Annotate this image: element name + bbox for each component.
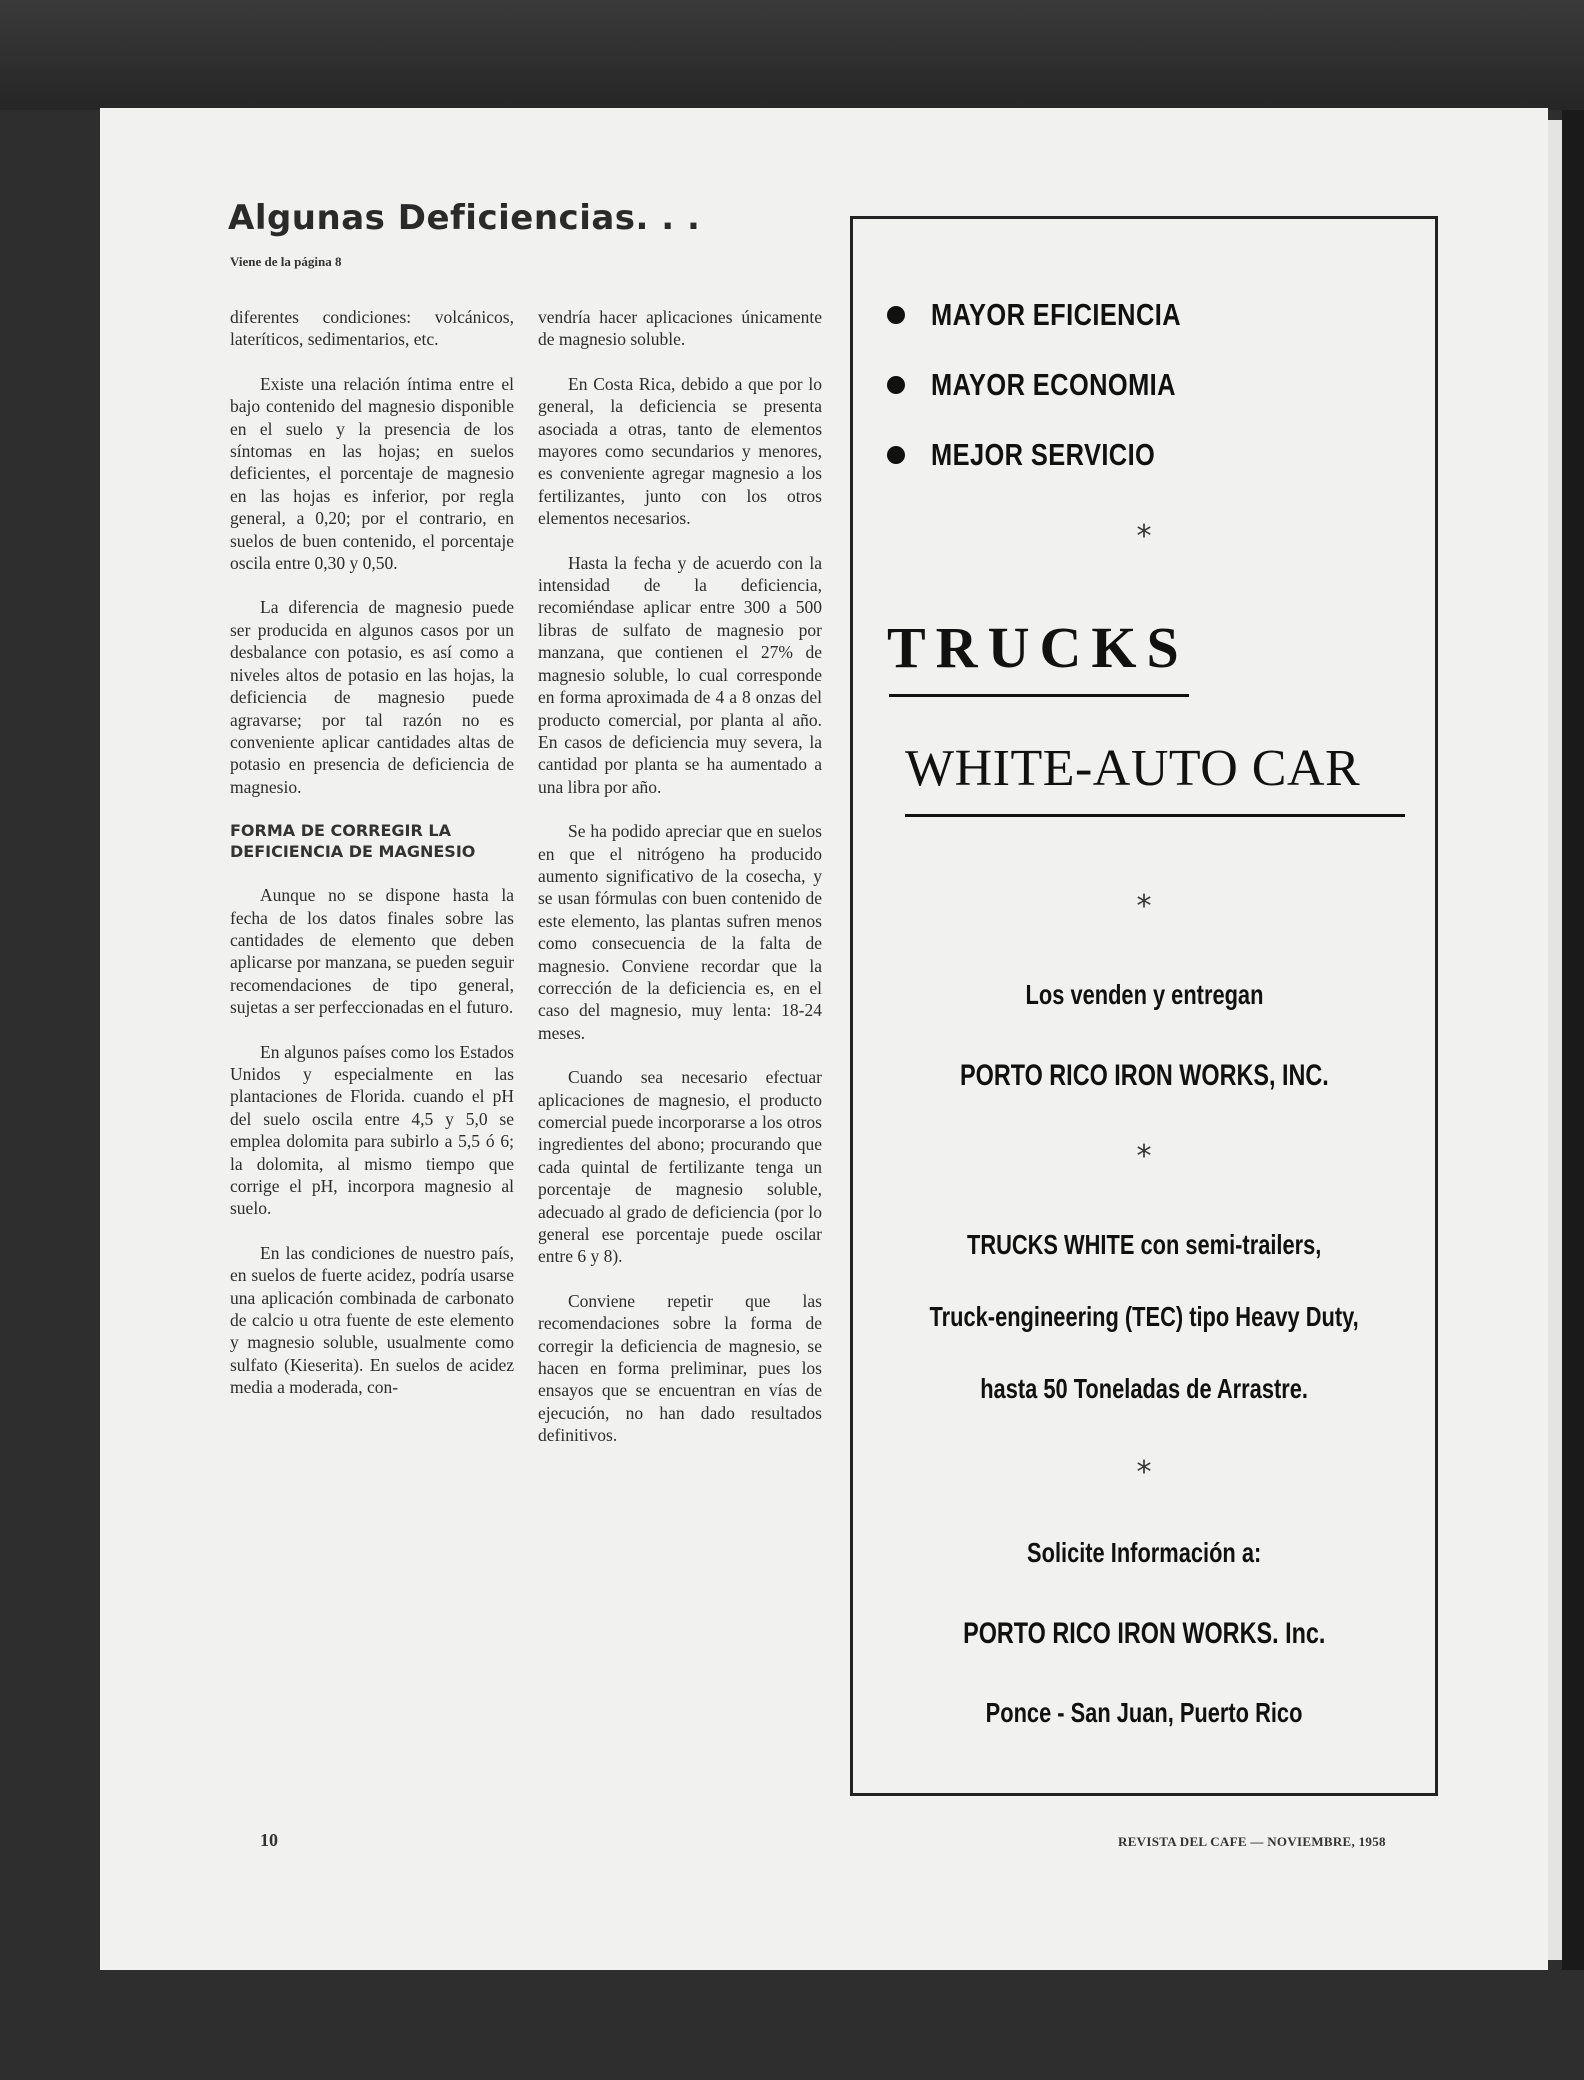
paragraph: La diferencia de magnesio puede ser producida en algunos casos por un desbalance con potasio, es así como a niveles altos de potasio en las hojas, la deficiencia de magnesio puede agravarse; por tal razón no es conveniente aplicar cantidades altas de potasio en presencia de deficiencia de magnesio. xyxy=(230,597,514,797)
divider xyxy=(905,814,1405,817)
text-column-2 xyxy=(538,306,822,1469)
paragraph: Cuando sea necesario efectuar aplicaciones de magnesio, el producto comercial puede incorporarse a los otros ingredientes del abono; procurando que cada quintal de fertilizante tenga un porcentaje de magnesio soluble, adecuado al grado de deficiencia (por lo general ese porcentaje puede oscilar entre 6 y 8). xyxy=(538,1067,822,1267)
bullet-dot-icon xyxy=(887,306,905,324)
ad-brand-name: WHITE-AUTO CAR xyxy=(905,740,1361,797)
paragraph: En algunos países como los Estados Unidos y especialmente en las plantaciones de Florida. cuando el pH del suelo oscila entre 4,5 y 5,0 se emplea dolomita para subirlo a 5,5 ó 6; la dolomita, al mismo tiempo que corrige el pH, incorpora magnesio al suelo. xyxy=(230,1041,514,1219)
ad-company-name: PORTO RICO IRON WORKS. Inc. xyxy=(962,1617,1326,1650)
ad-line: Truck-engineering (TEC) tipo Heavy Duty, xyxy=(929,1301,1359,1332)
paragraph: Hasta la fecha y de acuerdo con la intensidad de la deficiencia, recomiéndase aplicar entre 300 a 500 libras de sulfato de magnesio por manzana, que contienen el 27% de magnesio soluble, lo cual corresponde en forma aproximada de 4 a 8 onzas del producto comercial, por planta al año. En casos de deficiencia muy severa, la cantidad por planta se ha aumentado a una libra por año. xyxy=(538,552,822,797)
magazine-page xyxy=(100,108,1548,1970)
page-number: 10 xyxy=(260,1830,278,1850)
ad-bullet: MAYOR EFICIENCIA xyxy=(887,297,1236,333)
paragraph: En las condiciones de nuestro país, en suelos de fuerte acidez, podría usarse una aplicación combinada de carbonato de calcio u otra fuente de este elemento y magnesio soluble, usualmente como sulfato (Kieserita). En suelos de acidez media a moderada, con- xyxy=(230,1242,514,1398)
asterisk-icon: * xyxy=(1136,1455,1152,1490)
ad-location: Ponce - San Juan, Puerto Rico xyxy=(985,1697,1303,1728)
bullet-dot-icon xyxy=(887,376,905,394)
paragraph: Se ha podido apreciar que en suelos en que el nitrógeno ha producido aumento significativo de la cosecha, y se usan fórmulas con buen contenido de este elemento, las plantas sufren menos como consecuencia de la falta de magnesio. Conviene recordar que la corrección de la deficiencia es, en el caso del magnesio, muy lenta: 18-24 meses. xyxy=(538,821,822,1043)
scan-background-top xyxy=(0,0,1584,110)
paragraph: diferentes condiciones: volcánicos, lateríticos, sedimentarios, etc. xyxy=(230,307,514,350)
ad-info-request: Solicite Información a: xyxy=(1026,1537,1262,1568)
ad-company-name: PORTO RICO IRON WORKS, INC. xyxy=(959,1059,1329,1092)
paragraph: Existe una relación íntima entre el bajo contenido del magnesio disponible en el suelo y la presencia de los síntomas en las hojas; en suelos deficientes, el porcentaje de magnesio en las hojas es inferior, por regla general, a 0,20; por el contrario, en suelos de buen contenido, el porcentaje oscila entre 0,30 y 0,50. xyxy=(230,373,514,574)
scan-background-edge xyxy=(1562,110,1584,1970)
section-heading: FORMA DE CORREGIR LA DEFICIENCIA DE MAGNESIO xyxy=(230,821,476,862)
paragraph: En Costa Rica, debido a que por lo general, la deficiencia se presenta asociada a otras, tanto de elementos mayores como secundarios y menores, es conveniente agregar magnesio a los fertilizantes, junto con los otros elementos necesarios. xyxy=(538,373,822,529)
divider xyxy=(889,694,1189,697)
publication-footer: REVISTA DEL CAFE — NOVIEMBRE, 1958 xyxy=(1118,1834,1386,1849)
ad-line: TRUCKS WHITE con semi-trailers, xyxy=(966,1229,1322,1260)
paragraph: Aunque no se dispone hasta la fecha de los datos finales sobre las cantidades de elemento que deben aplicarse por manzana, se pueden seguir recomendaciones de tipo general, sujetas a ser perfeccionadas en el futuro. xyxy=(230,885,514,1018)
bullet-dot-icon xyxy=(887,446,905,464)
ad-bullet: MEJOR SERVICIO xyxy=(887,437,1204,473)
advertisement-box xyxy=(850,216,1438,1796)
paragraph: vendría hacer aplicaciones únicamente de magnesio soluble. xyxy=(538,307,822,350)
ad-bullet: MAYOR ECONOMIA xyxy=(887,367,1230,403)
paragraph: Conviene repetir que las recomendaciones sobre la forma de corregir la deficiencia de magnesio, se hacen en forma preliminar, pues los ensayos que se encuentran en vías de ejecución, no han dado resultados definitivos. xyxy=(538,1290,822,1446)
text-column-1 xyxy=(230,306,514,1421)
continued-from-note: Viene de la página 8 xyxy=(230,254,342,269)
ad-line: hasta 50 Toneladas de Arrastre. xyxy=(980,1373,1308,1404)
asterisk-icon: * xyxy=(1136,889,1152,924)
ad-sold-by: Los venden y entregan xyxy=(1025,979,1263,1010)
article-title: Algunas Deficiencias. . . xyxy=(228,198,701,238)
asterisk-icon: * xyxy=(1136,1139,1152,1174)
ad-trucks-heading: TRUCKS xyxy=(887,615,1189,680)
asterisk-icon: * xyxy=(1136,519,1152,554)
